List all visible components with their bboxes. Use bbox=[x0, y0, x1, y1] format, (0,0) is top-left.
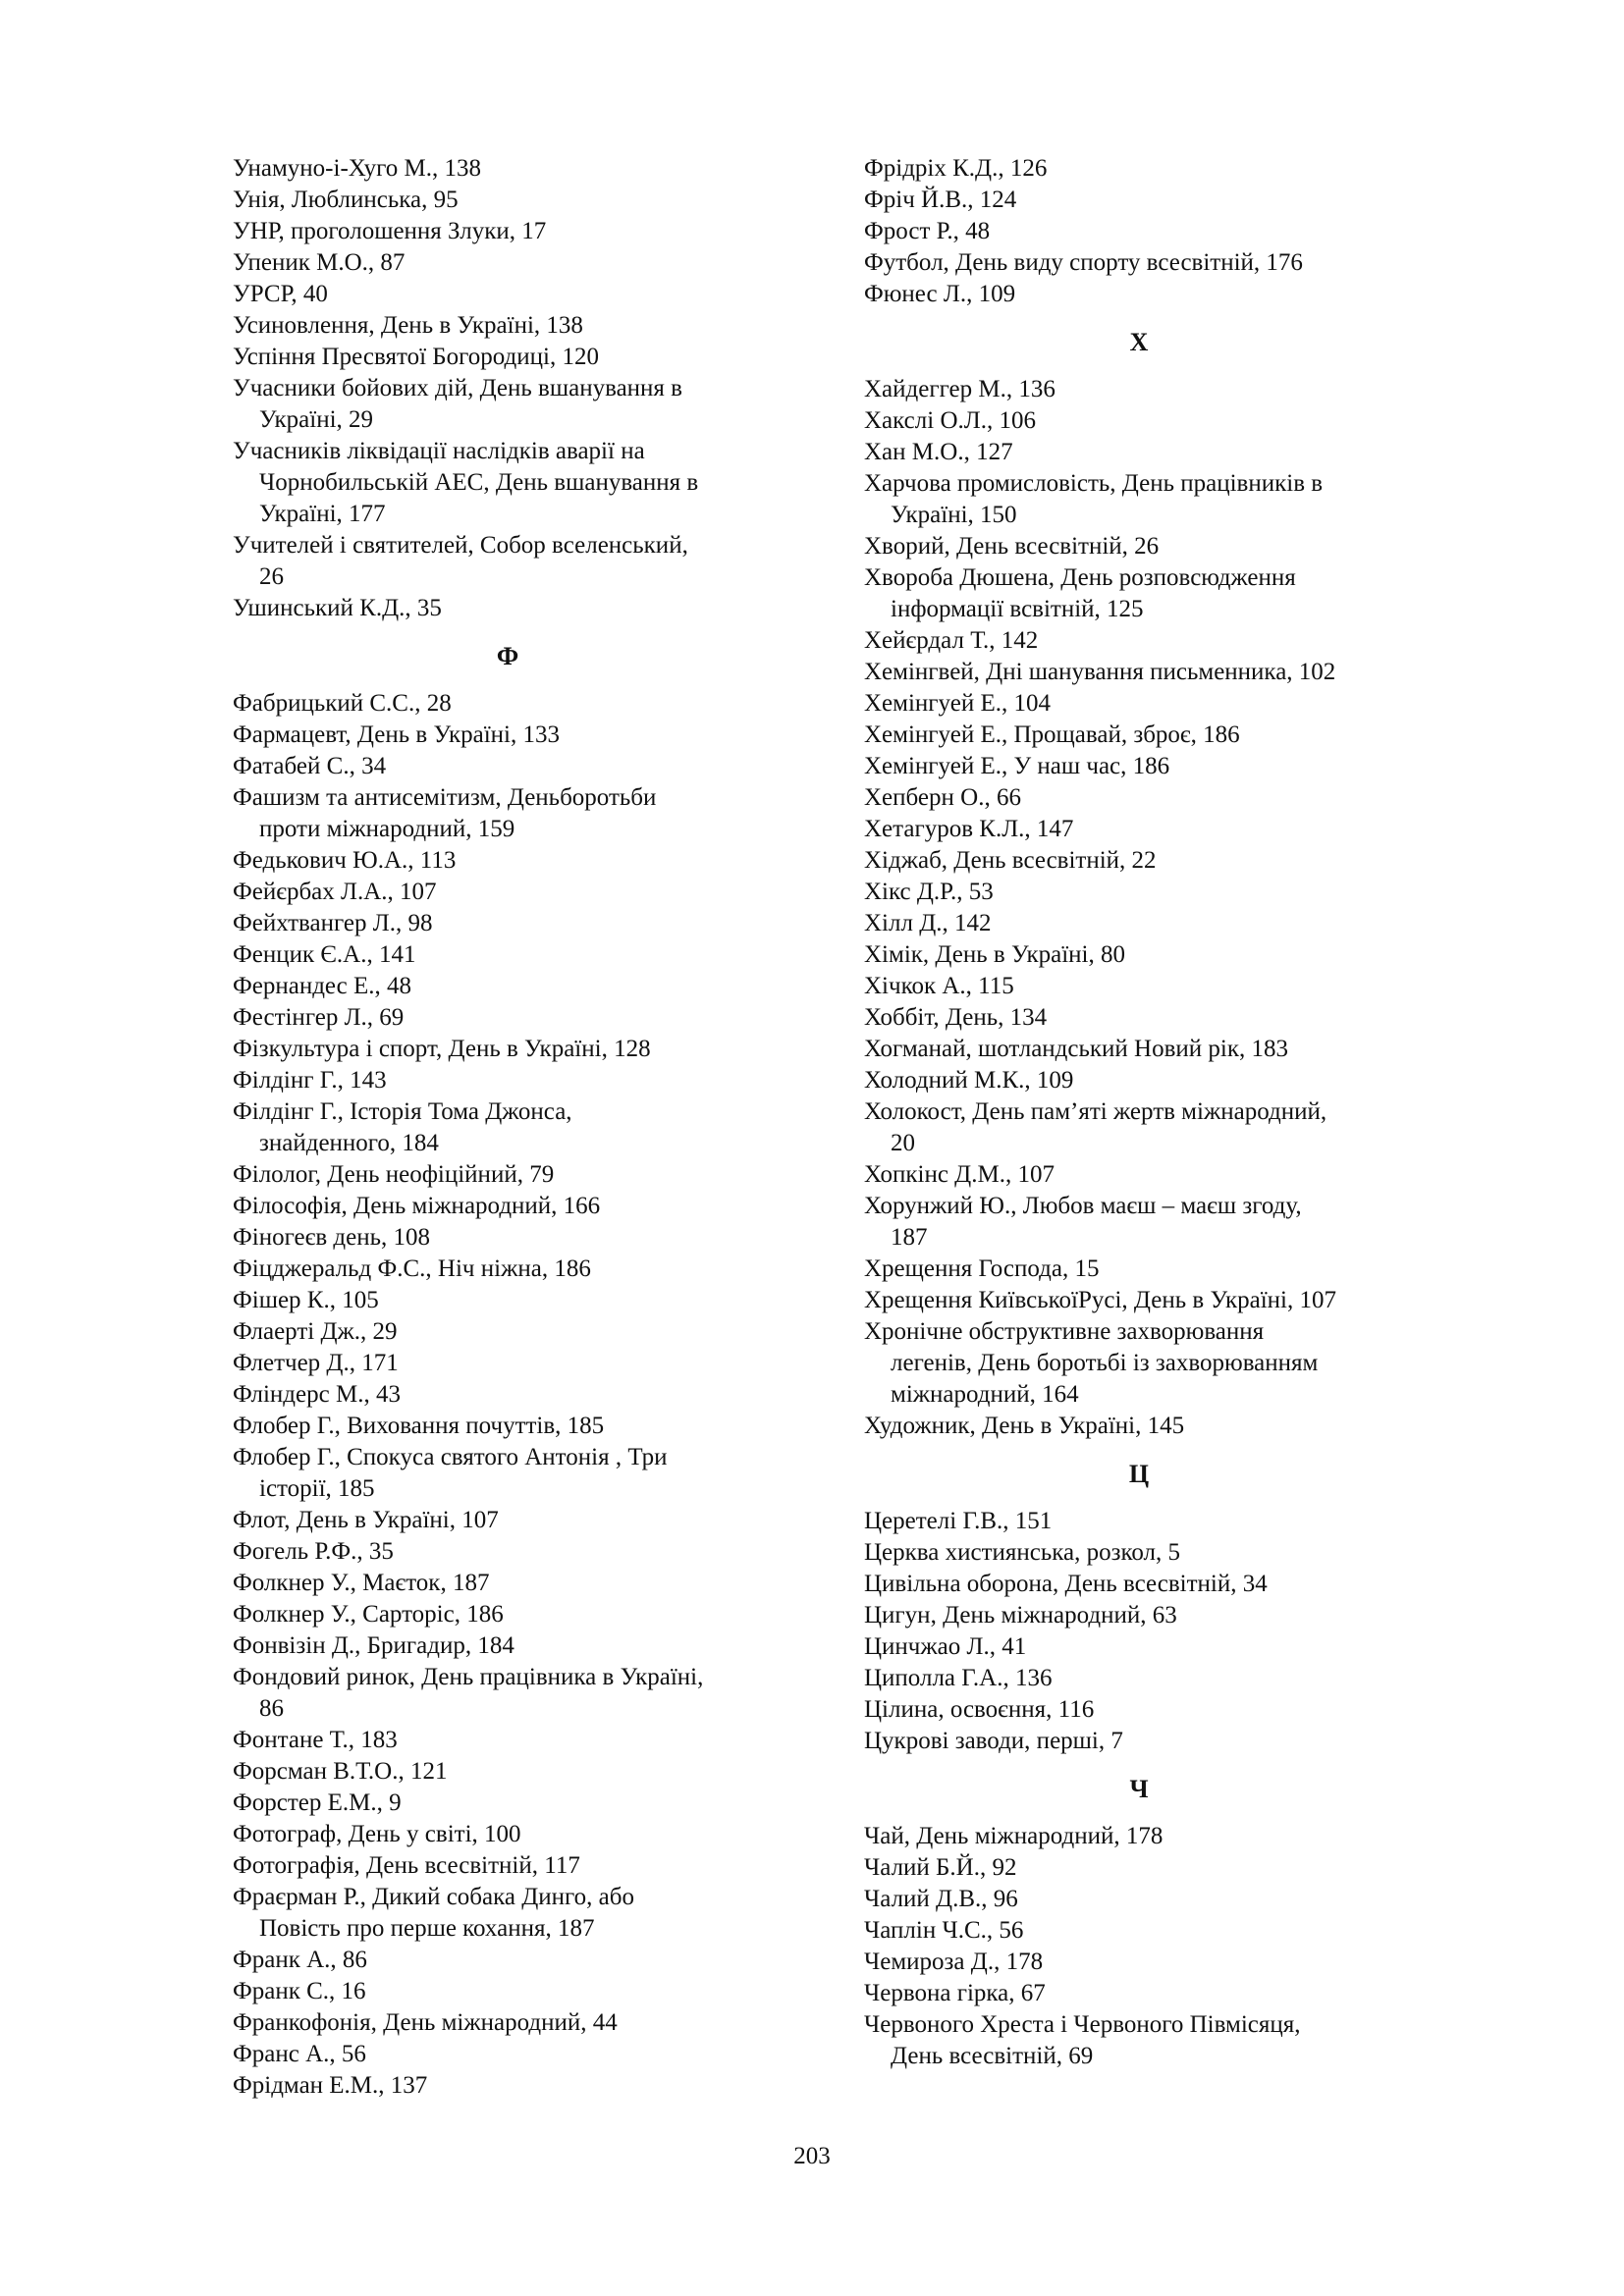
index-entry: Цинчжао Л., 41 bbox=[864, 1633, 1027, 1660]
index-entry: Хемінгуей Е., У наш час, 186 bbox=[864, 753, 1170, 779]
index-entry: Хікс Д.Р., 53 bbox=[864, 879, 994, 905]
index-entry: Фішер К., 105 bbox=[233, 1287, 379, 1313]
index-entry: Харчова промисловість, День працівників в Україні, 150 bbox=[864, 470, 1324, 528]
index-entry: Фіногеєв день, 108 bbox=[233, 1224, 430, 1251]
section-letter-heading: Ф bbox=[496, 642, 519, 670]
index-entry: Хрещення КиївськоїРусі, День в Україні, 107 bbox=[864, 1287, 1336, 1313]
index-entry: Фернандес Е., 48 bbox=[233, 973, 412, 999]
index-entry: Хемінгвей, Дні шанування письменника, 102 bbox=[864, 659, 1336, 685]
index-entry: Філдінг Г., Історія Тома Джонса, знайденного, 184 bbox=[233, 1098, 572, 1156]
index-entry: Цивільна оборона, День всесвітній, 34 bbox=[864, 1571, 1268, 1597]
section-letter-heading: Ч bbox=[1129, 1775, 1149, 1803]
index-entry: Ушинський К.Д., 35 bbox=[233, 595, 442, 621]
index-entry: Фондовий ринок, День працівника в Україні, 86 bbox=[233, 1664, 704, 1722]
index-entry: Фейєрбах Л.А., 107 bbox=[233, 879, 437, 905]
index-entry: Фрідріх К.Д., 126 bbox=[864, 155, 1048, 182]
index-entry: Фармацевт, День в Україні, 133 bbox=[233, 721, 560, 748]
index-entry: Успіння Пресвятої Богородиці, 120 bbox=[233, 344, 599, 370]
index-entry: Хворий, День всесвітній, 26 bbox=[864, 533, 1160, 560]
index-entry: Церетелі Г.В., 151 bbox=[864, 1508, 1053, 1534]
index-entry: УРСР, 40 bbox=[233, 281, 328, 307]
index-entry: Холодний М.К., 109 bbox=[864, 1067, 1074, 1094]
index-entry: Франкофонія, День міжнародний, 44 bbox=[233, 2009, 618, 2036]
index-entry: Фатабей С., 34 bbox=[233, 753, 387, 779]
index-entry: Чалий Д.В., 96 bbox=[864, 1886, 1018, 1912]
index-entry: Форсман В.Т.О., 121 bbox=[233, 1758, 448, 1785]
index-entry: Фашизм та антисемітизм, Деньборотьби проти міжнародний, 159 bbox=[233, 784, 657, 842]
index-entry: Хетагуров К.Л., 147 bbox=[864, 816, 1074, 842]
index-entry: Федькович Ю.А., 113 bbox=[233, 847, 457, 874]
index-entry: Церква хистиянська, розкол, 5 bbox=[864, 1539, 1181, 1566]
index-entry: Флобер Г., Спокуса святого Антонія , Три історії, 185 bbox=[233, 1444, 668, 1502]
section-letter-heading: Ц bbox=[1128, 1460, 1150, 1488]
index-entry: Фраєрман Р., Дикий собака Динго, або Повість про перше кохання, 187 bbox=[233, 1884, 634, 1942]
index-entry: Фюнес Л., 109 bbox=[864, 281, 1016, 307]
index-entry: Хрещення Господа, 15 bbox=[864, 1255, 1100, 1282]
index-entry: Філдінг Г., 143 bbox=[233, 1067, 387, 1094]
index-entry: Чалий Б.Й., 92 bbox=[864, 1854, 1017, 1881]
index-entry: Фліндерс М., 43 bbox=[233, 1381, 401, 1408]
index-entry: Хейєрдал Т., 142 bbox=[864, 627, 1039, 654]
page-number: 203 bbox=[793, 2143, 831, 2169]
index-entry: Усиновлення, День в Україні, 138 bbox=[233, 312, 583, 339]
index-entry: Хогманай, шотландський Новий рік, 183 bbox=[864, 1036, 1289, 1062]
index-entry: Флаерті Дж., 29 bbox=[233, 1318, 398, 1345]
index-column-left bbox=[233, 153, 783, 2102]
index-entry: Фіцджеральд Ф.С., Ніч ніжна, 186 bbox=[233, 1255, 591, 1282]
index-entry: Унамуно-і-Хуго М., 138 bbox=[233, 155, 481, 182]
index-entry: Фестінгер Л., 69 bbox=[233, 1004, 405, 1031]
index-entry: Фонтане Т., 183 bbox=[233, 1727, 398, 1753]
index-entry: Флетчер Д., 171 bbox=[233, 1350, 399, 1376]
index-entry: Франк А., 86 bbox=[233, 1947, 367, 1973]
index-entry: Циполла Г.А., 136 bbox=[864, 1665, 1053, 1691]
index-entry: Фрідман Е.М., 137 bbox=[233, 2072, 428, 2099]
index-entry: Фолкнер У., Сарторіс, 186 bbox=[233, 1601, 504, 1628]
index-entry: Фонвізін Д., Бригадир, 184 bbox=[233, 1632, 514, 1659]
index-entry: Цілина, освоєння, 116 bbox=[864, 1696, 1095, 1723]
index-entry: Хічкок А., 115 bbox=[864, 973, 1014, 999]
index-entry: Червоного Хреста і Червоного Півмісяця, День всесвітній, 69 bbox=[864, 2011, 1301, 2069]
index-entry: Чай, День міжнародний, 178 bbox=[864, 1823, 1164, 1849]
index-entry: Упеник М.О., 87 bbox=[233, 249, 406, 276]
index-entry: Чаплін Ч.С., 56 bbox=[864, 1917, 1024, 1944]
index-entry: Фріч Й.В., 124 bbox=[864, 187, 1017, 213]
index-entry: Фейхтвангер Л., 98 bbox=[233, 910, 433, 936]
index-entry: Червона гірка, 67 bbox=[864, 1980, 1046, 2006]
index-entry: Фолкнер У., Маєток, 187 bbox=[233, 1570, 490, 1596]
index-entry: Фабрицький С.С., 28 bbox=[233, 690, 452, 717]
index-entry: Форстер Е.М., 9 bbox=[233, 1789, 402, 1816]
index-entry: Хорунжий Ю., Любов маєш – маєш згоду, 187 bbox=[864, 1193, 1302, 1251]
index-entry: Фогель Р.Ф., 35 bbox=[233, 1538, 394, 1565]
section-letter-heading: Х bbox=[1129, 328, 1149, 356]
index-entry: УНР, проголошення Злуки, 17 bbox=[233, 218, 547, 244]
index-entry: Учасників ліквідації наслідків аварії на Чорнобильській АЕС, День вшанування в Україні, 177 bbox=[233, 438, 699, 527]
index-entry: Хілл Д., 142 bbox=[864, 910, 992, 936]
index-entry: Фотограф, День у світі, 100 bbox=[233, 1821, 521, 1847]
index-entry: Хопкінс Д.М., 107 bbox=[864, 1161, 1055, 1188]
index-entry: Хайдеггер М., 136 bbox=[864, 376, 1056, 402]
index-entry: Фізкультура і спорт, День в Україні, 128 bbox=[233, 1036, 651, 1062]
index-entry: Хвороба Дюшена, День розповсюдження інформації всвітній, 125 bbox=[864, 564, 1296, 622]
index-entry: Франс А., 56 bbox=[233, 2041, 366, 2067]
index-entry: Учителей і святителей, Собор вселенський, 26 bbox=[233, 532, 688, 590]
index-entry: Хоббіт, День, 134 bbox=[864, 1004, 1048, 1031]
index-entry: Хіджаб, День всесвітній, 22 bbox=[864, 847, 1157, 874]
index-entry: Флобер Г., Виховання почуттів, 185 bbox=[233, 1413, 605, 1439]
index-entry: Хронічне обструктивне захворювання легенів, День боротьбі із захворюванням міжнародний, 164 bbox=[864, 1318, 1319, 1408]
index-entry: Хан М.О., 127 bbox=[864, 439, 1013, 465]
index-entry: Хемінгуей Е., 104 bbox=[864, 690, 1051, 717]
index-entry: Хімік, День в Україні, 80 bbox=[864, 941, 1125, 968]
index-entry: Цигун, День міжнародний, 63 bbox=[864, 1602, 1177, 1629]
index-entry: Хепберн О., 66 bbox=[864, 784, 1021, 811]
index-entry: Флот, День в Україні, 107 bbox=[233, 1507, 499, 1533]
index-entry: Франк С., 16 bbox=[233, 1978, 366, 2004]
index-entry: Художник, День в Україні, 145 bbox=[864, 1413, 1185, 1439]
index-entry: Холокост, День пам’яті жертв міжнародний, 20 bbox=[864, 1098, 1327, 1156]
index-entry: Футбол, День виду спорту всесвітній, 176 bbox=[864, 249, 1303, 276]
index-entry: Хакслі О.Л., 106 bbox=[864, 407, 1036, 434]
index-entry: Хемінгуей Е., Прощавай, зброє, 186 bbox=[864, 721, 1240, 748]
index-entry: Учасники бойових дій, День вшанування в Україні, 29 bbox=[233, 375, 682, 433]
index-column-right bbox=[864, 153, 1414, 2072]
index-entry: Фрост Р., 48 bbox=[864, 218, 991, 244]
index-entry: Філолог, День неофіційний, 79 bbox=[233, 1161, 555, 1188]
index-entry: Цукрові заводи, перші, 7 bbox=[864, 1728, 1123, 1754]
index-entry: Унія, Люблинська, 95 bbox=[233, 187, 459, 213]
index-entry: Чемироза Д., 178 bbox=[864, 1949, 1044, 1975]
index-entry: Філософія, День міжнародний, 166 bbox=[233, 1193, 601, 1219]
index-entry: Фенцик Є.А., 141 bbox=[233, 941, 416, 968]
index-entry: Фотографія, День всесвітній, 117 bbox=[233, 1852, 580, 1879]
